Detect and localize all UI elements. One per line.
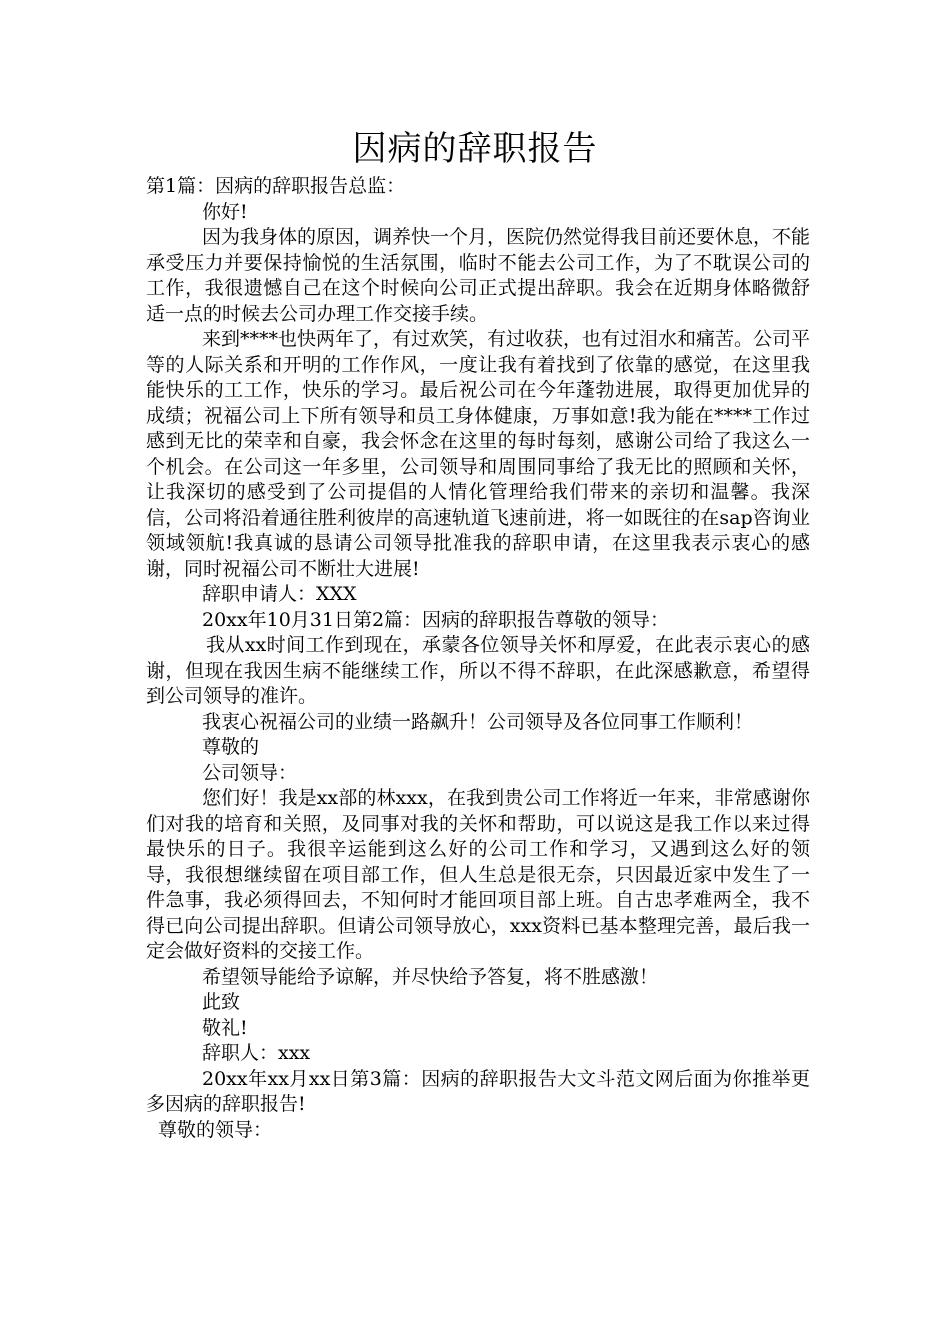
document-title: 因病的辞职报告 [352, 129, 598, 169]
paragraph: 您们好！我是xx部的林xxx，在我到贵公司工作将近一年来，非常感谢你们对我的培育和关照，及同事对我的关怀和帮助，可以说这是我工作以来过得最快乐的日子。我很辛运能到这么好的公司工作和学习，又遇到这么好的领导，我很想继续留在项目部工作，但人生总是很无奈，只因最近家中发生了一件急事，我必须得回去，不知何时才能回项目部上班。自古忠孝难两全，我不得已向公司提出辞职。但请公司领导放心，xxx资料已基本整理完善，最后我一定会做好资料的交接工作。 [146, 787, 810, 962]
paragraph: 公司领导： [202, 761, 298, 784]
paragraph: 此致 [202, 991, 241, 1013]
paragraph: 我衷心祝福公司的业绩一路飙升！公司领导及各位同事工作顺利！ [202, 710, 754, 733]
paragraph: 因为我身体的原因，调养快一个月，医院仍然觉得我目前还要休息，不能承受压力并要保持愉悦的生活氛围，临时不能去公司工作，为了不耽误公司的工作，我很遗憾自己在这个时候向公司正式提出辞职。我会在近期身体略微舒适一点的时候去公司办理工作交接手续。 [146, 226, 811, 325]
paragraph: 敬礼! [202, 1016, 248, 1039]
paragraph: 第1篇：因病的辞职报告总监： [146, 175, 406, 197]
paragraph: 你好! [202, 200, 248, 223]
paragraph: 尊敬的 [202, 736, 260, 758]
paragraph: 辞职人：xxx [202, 1042, 311, 1064]
document-body [146, 174, 810, 1143]
paragraph: 我从xx时间工作到现在，承蒙各位领导关怀和厚爱，在此表示衷心的感谢，但现在我因生病不能继续工作，所以不得不辞职，在此深感歉意，希望得到公司领导的准许。 [146, 634, 810, 707]
paragraph: 20xx年10月31日第2篇：因病的辞职报告尊敬的领导： [202, 608, 670, 631]
paragraph: 尊敬的领导： [158, 1118, 273, 1141]
paragraph: 希望领导能给予谅解，并尽快给予答复，将不胜感激！ [202, 965, 659, 988]
paragraph: 辞职申请人：XXX [202, 583, 357, 605]
paragraph: 来到****也快两年了，有过欢笑，有过收获，也有过泪水和痛苦。公司平等的人际关系和开明的工作作风，一度让我有着找到了依靠的感觉，在这里我能快乐的工工作，快乐的学习。最后祝公司在今年蓬勃进展，取得更加优异的成绩；祝福公司上下所有领导和员工身体健康，万事如意!我为能在****工作过感到无比的荣幸和自豪，我会怀念在这里的每时每刻，感谢公司给了我这么一个机会。在公司这一年多里，公司领导和周围同事给了我无比的照顾和关怀，让我深切的感受到了公司提倡的人情化管理给我们带来的亲切和温馨。我深信，公司将沿着通往胜利彼岸的高速轨道飞速前进，将一如既往的在sap咨询业领域领航!我真诚的恳请公司领导批准我的辞职申请，在这里我表示衷心的感谢，同时祝福公司不断壮大进展! [146, 328, 811, 580]
paragraph: 20xx年xx月xx日第3篇：因病的辞职报告大文斗范文网后面为你推举更多因病的辞职报告! [146, 1067, 810, 1115]
